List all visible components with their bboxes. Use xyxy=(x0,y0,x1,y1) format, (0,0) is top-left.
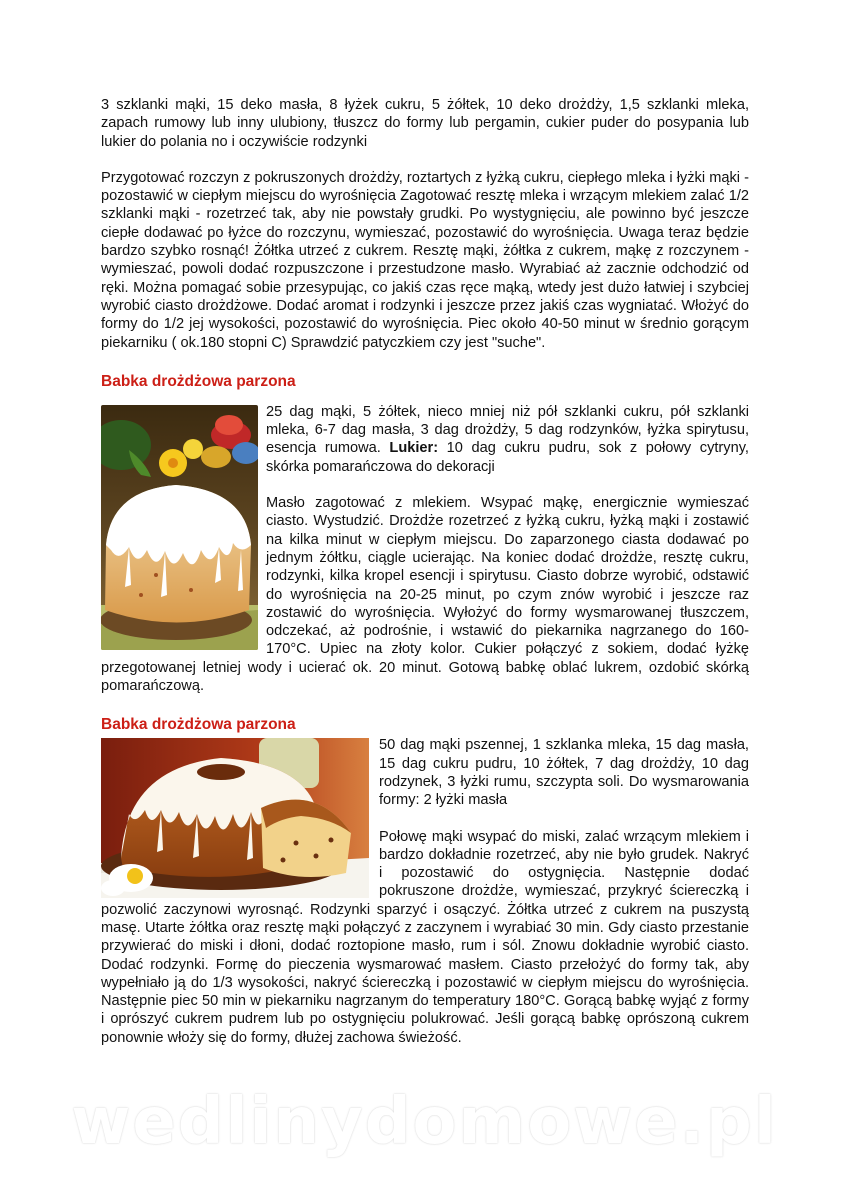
recipe1-title: Babka drożdżowa parzona xyxy=(101,372,296,390)
recipe1-ingredients-text: 25 dag mąki, 5 żółtek, nieco mniej niż pół szklanki cukru, pół szklanki mleka, 6-7 dag masła, 3 dag drożdży, 5 dag rodzynków, łyżka spirytusu, esencja rumowa. xyxy=(266,403,749,457)
recipe1-method: Masło zagotować z mlekiem. Wsypać mąkę, energicznie wymieszać ciasto. Wystudzić. Drożdże rozetrzeć z łyżką cukru, łyżką mąki i zostawić na kilka minut w ciepłym miejscu. Do zaparzonego ciasta dodawać po jednym żółtku, ciągle ucierając. Na koniec dodać drożdże, resztę cukru, rodzynki, kilka kropel esencji i spirytusu. Ciasto dobrze wyrobić, odstawić do wyrośnięcia na 20-25 minut, po czym znów wyrobić i jeszcze raz zostawić do wyrośnięcia. Wyłożyć do formy wysmarowanej tłuszczem, odczekać, aż podrośnie, i wstawić do piekarnika nagrzanego do 160-170°C. Upiec na złoty kolor. Cukier połączyć z sokiem, dodać łyżkę przegotowanej letniej wody i ucierać ok. 20 minut. Gotową babkę oblać lukrem, ozdobić skórką pomarańczową. xyxy=(101,495,749,695)
recipe2-method: Połowę mąki wsypać do miski, zalać wrzącym mlekiem i bardzo dokładnie rozetrzeć, aby nie było grudek. Nakryć i pozostawić do ostygnięcia. Następnie dodać pokruszone drożdże, wymieszać, przykryć ściereczką i pozwolić zaczynowi wyrosnąć. Rodzynki sparzyć i osączyć. Żółtka utrzeć z cukrem na puszystą masę. Utarte żółtka oraz resztę mąki połączyć z zaczynem i wyrabiać 30 min. Gdy ciasto przestanie przywierać do miski i dłoni, dodać roztopione masło, rum i sól. Znowu dokładnie wyrobić ciasto. Dodać rodzynki. Formę do pieczenia wysmarować masłem. Ciasto przełożyć do formy tak, aby wypełniało ją do 1/3 wysokości, nakryć ściereczką i pozostawić w ciepłym miejscu do wyrośnięcia. Następnie piec 50 min w piekarniku nagrzanym do temperatury 180°C. Gorącą babkę wyjąć z formy i oprószyć cukrem pudrem lub po ostygnięciu polukrować. Jeśli gorącą babkę oprószoną cukrem ponownie włoży się do formy, dłużej zachowa świeżość. xyxy=(101,828,749,1046)
intro-ingredients: 3 szklanki mąki, 15 deko masła, 8 łyżek cukru, 5 żółtek, 10 deko drożdży, 1,5 szklanki mleka, zapach rumowy lub inny ulubiony, tłuszcz do formy lub pergamin, cukier puder do posypania lub lukier do polania no i oczywiście rodzynki xyxy=(101,97,749,150)
recipe2-title: Babka drożdżowa parzona xyxy=(101,716,296,734)
recipe2-ingredients: 50 dag mąki pszennej, 1 szklanka mleka, 15 dag masła, 15 dag cukru pudru, 10 żółtek, 7 dag drożdży, 10 dag rodzynek, 3 łyżki rumu, szczypta soli. Do wysmarowania formy: 2 łyżki masła xyxy=(379,737,749,809)
document-page xyxy=(101,96,749,1047)
recipe1-icing-text: 10 dag cukru pudru, sok z połowy cytryny, skórka pomarańczowa do dekoracji xyxy=(266,440,749,475)
recipe1-icing-label: Lukier: xyxy=(389,440,439,457)
intro-method: Przygotować rozczyn z pokruszonych drożdży, roztartych z łyżką cukru, ciepłego mleka i łyżki mąki - pozostawić w ciepłym miejscu do wyrośnięcia Zagotować resztę mleka i wrzącym mlekiem zalać 1/2 szklanki mąki - rozetrzeć tak, aby nie powstały grudki. Po wystygnięciu, ale powinno być jeszcze ciepłe dodawać po łyżce do rozczynu, wymieszać, pozostawić do wyrośnięcia. Uwaga teraz będzie bardzo szybko rosnąć! Żółtka utrzeć z cukrem. Resztę mąki, żółtka z cukrem, mąkę z rozczynem - wymieszać, powoli dodać rozpuszczone i przestudzone masło. Wyrabiać aż zacznie odchodzić od ręki. Można pomagać sobie przesypując, co jakiś czas ręce mąką, wtedy jest dużo łatwiej i szybciej wyrobić ciasto drożdżowe. Dodać aromat i rodzynki i jeszcze przez jakiś czas wygniatać. Włożyć do formy do 1/2 jej wysokości, pozostawić do wyrośnięcia. Piec około 40-50 minut w średnio gorącym piekarniku ( ok.180 stopni C) Sprawdzić patyczkiem czy jest "suche". xyxy=(101,169,749,351)
babka-sliced-image xyxy=(101,738,369,898)
recipe1-photo-babka-easter xyxy=(101,405,258,650)
babka-easter-image xyxy=(101,405,258,650)
recipe2-photo-babka-sliced xyxy=(101,738,369,898)
watermark-text: wedlinydomowe.pl xyxy=(71,1085,778,1159)
